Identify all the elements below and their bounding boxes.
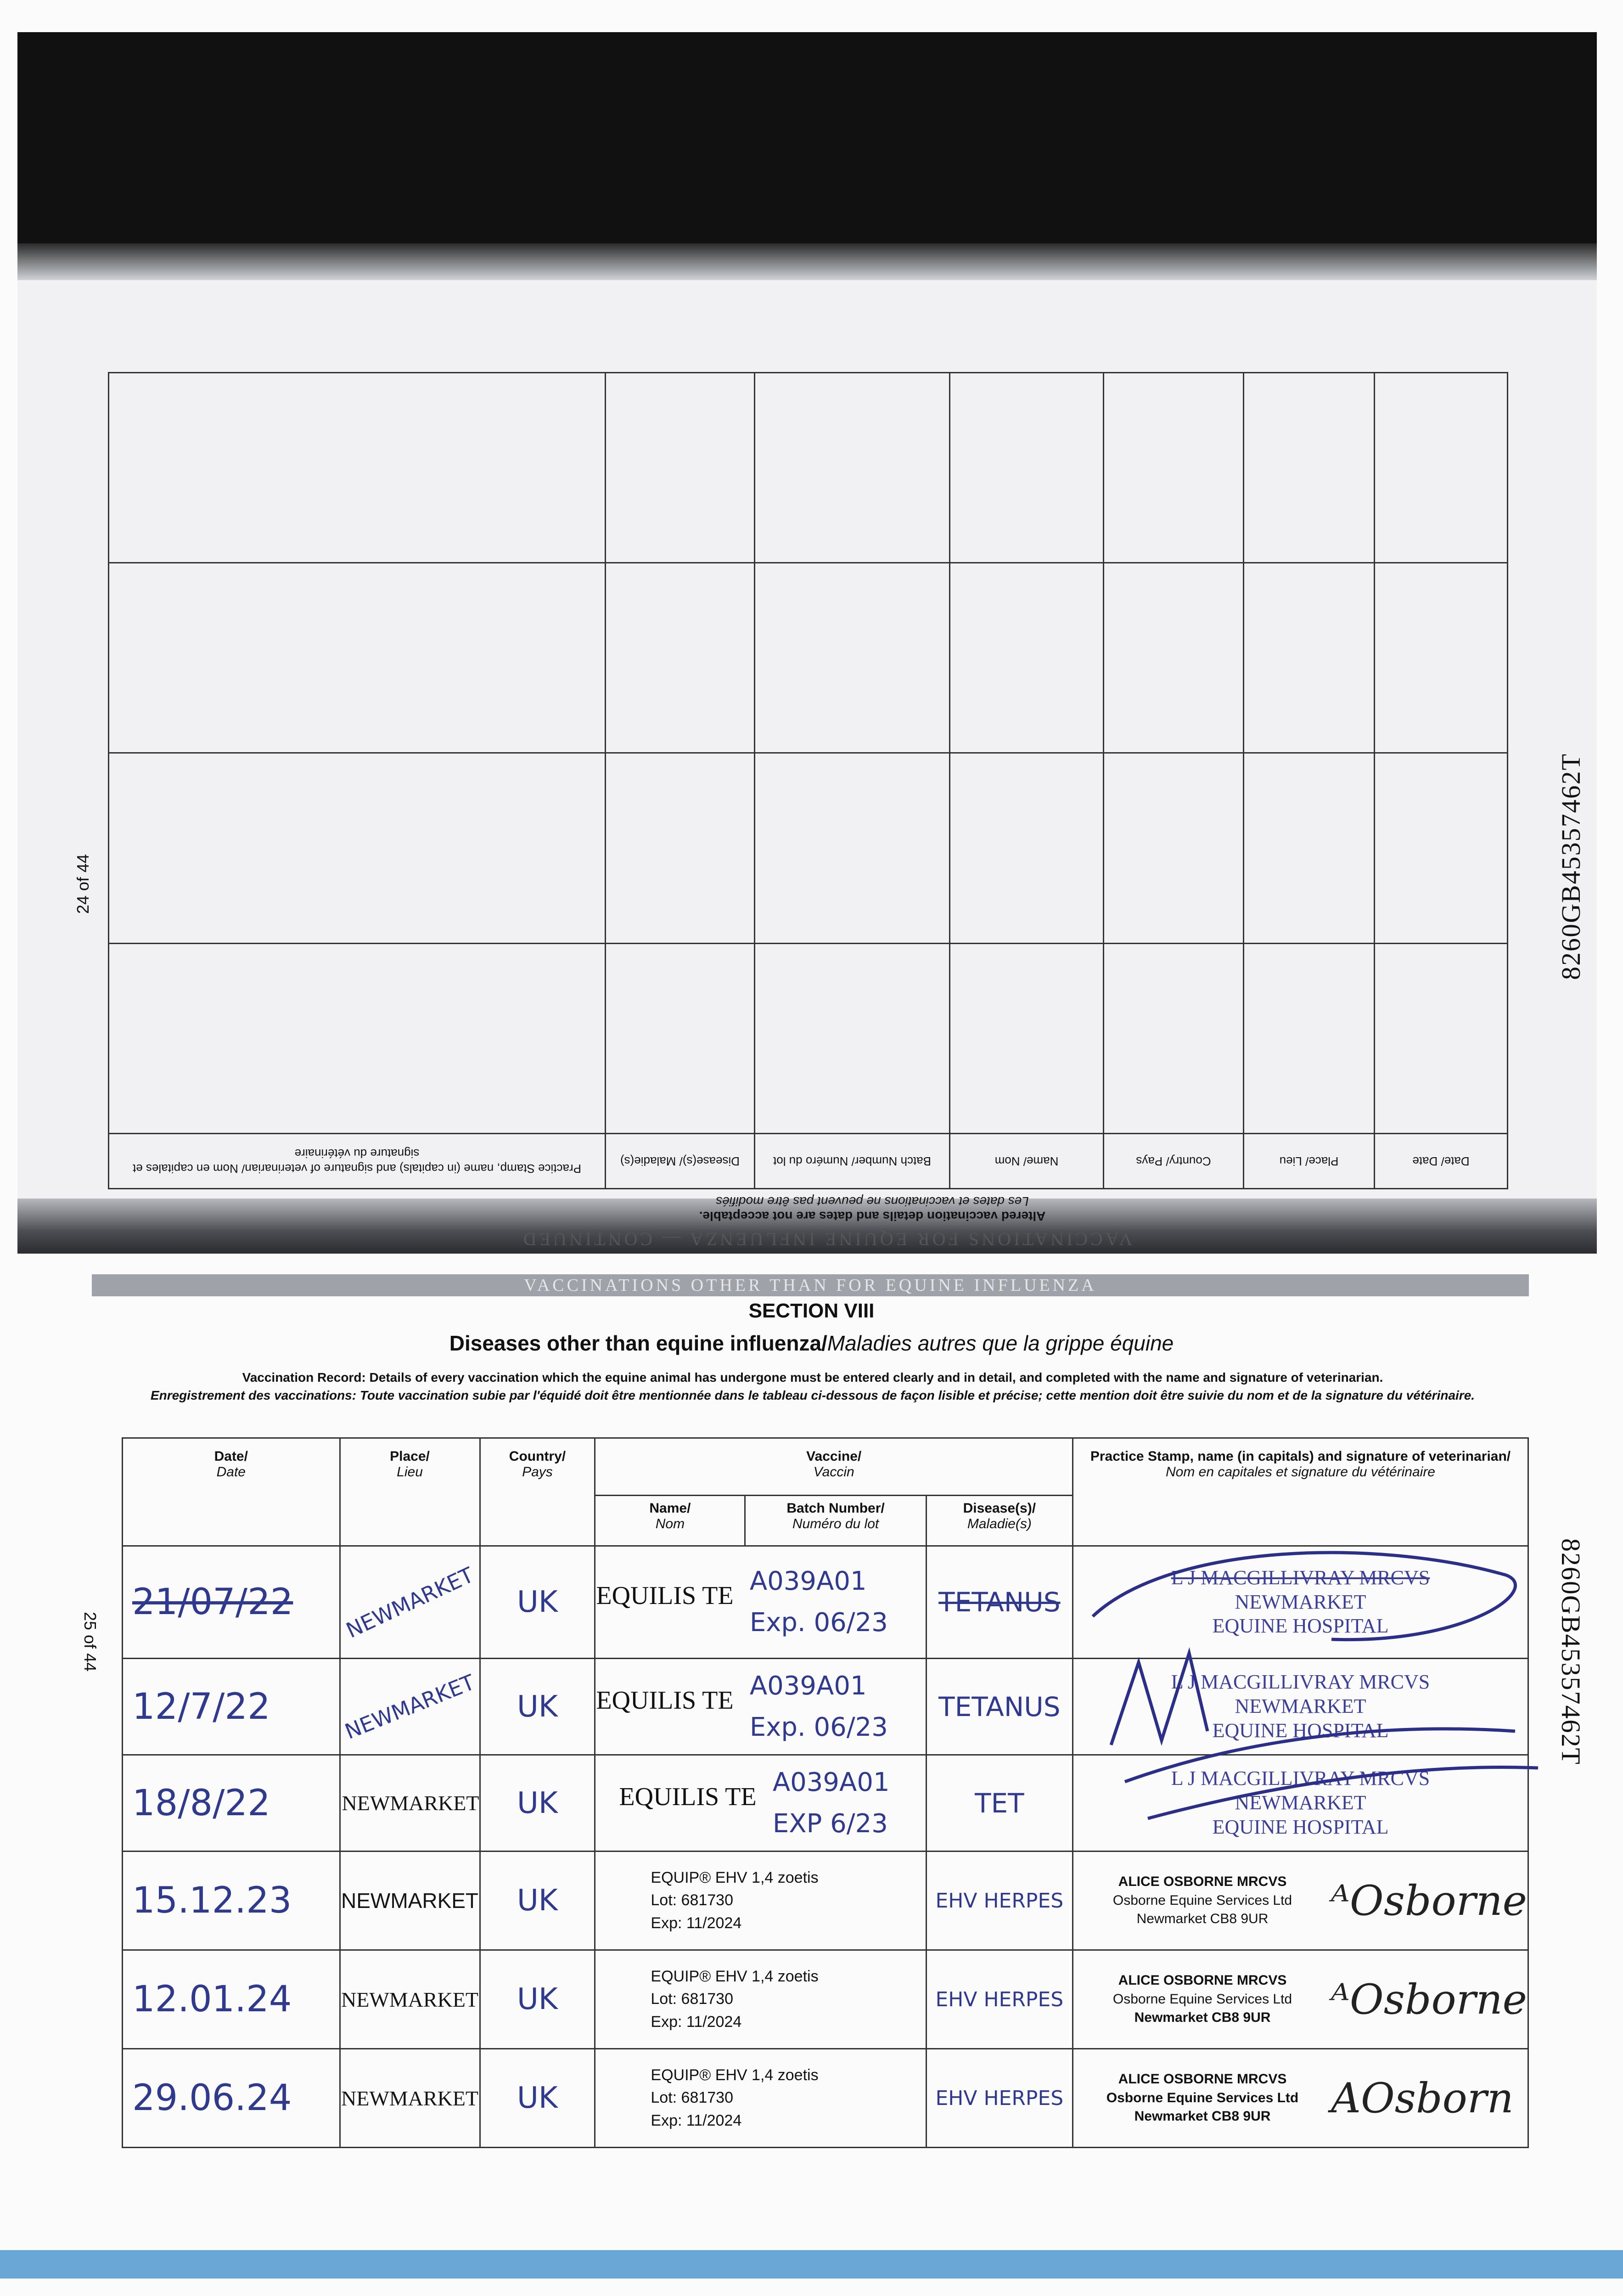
row4-date: 15.12.23 (123, 1851, 340, 1950)
upper-header-country: Country/ Pays (1104, 1134, 1244, 1189)
record-note (124, 1368, 1501, 1404)
row6-batch-number: Lot: 681730 (651, 2089, 734, 2107)
scan-edge-bar (0, 2250, 1623, 2279)
row6-vaccine-name: EQUIP® EHV 1,4 zoetis (651, 2066, 819, 2084)
row3-vaccine-name: EQUILIS TE (619, 1782, 757, 1811)
lower-running-title: VACCINATIONS OTHER THAN FOR EQUINE INFLUENZA (92, 1274, 1529, 1296)
row6-vaccine (595, 2049, 926, 2148)
row5-stamp-address: Newmarket CB8 9UR (1134, 2010, 1271, 2026)
vet-scribble-signature (1056, 1525, 1561, 1855)
row2-date: 12/7/22 (123, 1659, 340, 1755)
record-note-en: Vaccination Record: Details of every vaccination which the equine animal has undergone must be entered clearly and in detail, and completed with the name and signature of veterinarian. (242, 1370, 1383, 1384)
row3-date: 18/8/22 (123, 1755, 340, 1851)
section-subtitle (0, 1331, 1623, 1356)
row2-batch-number: A039A01 (749, 1671, 867, 1701)
table-row (123, 1950, 1528, 2049)
row6-stamp-address: Newmarket CB8 9UR (1134, 2109, 1271, 2124)
row2-country: UK (480, 1659, 595, 1755)
row5-vaccine-name: EQUIP® EHV 1,4 zoetis (651, 1968, 819, 1986)
row1-vaccine-name: EQUILIS TE (596, 1581, 734, 1610)
row4-stamp-practice: Osborne Equine Services Ltd (1112, 1892, 1292, 1908)
upper-header-name: Name/ Nom (950, 1134, 1104, 1189)
row5-date: 12.01.24 (123, 1950, 340, 2049)
page-number-upper: 24 of 44 (73, 854, 92, 914)
row4-place: NEWMARKET (340, 1851, 480, 1950)
row2-expiry: Exp. 06/23 (749, 1712, 888, 1742)
subtitle-en: Diseases other than equine influenza/ (449, 1331, 827, 1355)
upper-header-place: Place/ Lieu (1244, 1134, 1375, 1189)
doc-id-upper: 8260GB45357462T (1556, 753, 1586, 980)
row6-date: 29.06.24 (123, 2049, 340, 2148)
section-title: SECTION VIII (748, 1300, 875, 1322)
row6-stamp-vet: ALICE OSBORNE MRCVS (1118, 2071, 1287, 2087)
doc-id-lower: 8260GB45357462T (1556, 1538, 1586, 1765)
upper-running-title: VACCINATIONS FOR EQUINE INFLUENZA — CONTINUED (520, 1229, 1133, 1249)
row3-country: UK (480, 1755, 595, 1851)
header-disease: Disease(s)/ Maladie(s) (926, 1496, 1073, 1546)
row5-disease: EHV HERPES (926, 1950, 1073, 2049)
row6-disease: EHV HERPES (926, 2049, 1073, 2148)
row2-vaccine-name: EQUILIS TE (596, 1686, 734, 1715)
row4-expiry: Exp: 11/2024 (651, 1914, 742, 1932)
row5-signature: ᴬOsborne (1331, 1975, 1527, 2024)
row4-disease: EHV HERPES (926, 1851, 1073, 1950)
row3-place: NEWMARKET (340, 1755, 480, 1851)
upper-header-disease: Disease(s)/ Maladie(s) (606, 1134, 755, 1189)
row6-signature: AOsborn (1331, 2074, 1514, 2122)
row4-vaccine (595, 1851, 926, 1950)
row1-stamp-town: NEWMARKET (1235, 1590, 1366, 1613)
header-vaccine: Vaccine/ Vaccin (595, 1438, 1073, 1496)
row4-country: UK (480, 1851, 595, 1950)
upper-altered-note-en: Altered vaccination details and dates are not acceptable. (699, 1209, 1046, 1223)
row2-stamp-town: NEWMARKET (1235, 1695, 1366, 1718)
row2-vaccine (595, 1659, 926, 1755)
row2-batch (750, 1666, 888, 1748)
row3-batch-number: A039A01 (772, 1767, 890, 1797)
header-stamp: Practice Stamp, name (in capitals) and signature of veterinarian/ Nom en capitales et signature du vétérinaire (1073, 1438, 1528, 1546)
row3-stamp-town: NEWMARKET (1235, 1791, 1366, 1814)
header-date: Date/ Date (123, 1438, 340, 1546)
page-number-lower: 25 of 44 (81, 1612, 100, 1672)
row6-stamp (1073, 2049, 1528, 2148)
row1-disease: TETANUS (926, 1546, 1073, 1659)
row3-disease: TET (926, 1755, 1073, 1851)
row6-stamp-practice: Osborne Equine Services Ltd (1106, 2090, 1299, 2105)
row3-batch (773, 1762, 890, 1844)
row5-vaccine (595, 1950, 926, 2049)
row3-stamp-practice: EQUINE HOSPITAL (1212, 1815, 1389, 1838)
row2-place: NEWMARKET (327, 1636, 493, 1778)
row1-batch-number: A039A01 (749, 1566, 867, 1597)
row6-place: NEWMARKET (340, 2049, 480, 2148)
upper-altered-note (551, 1194, 1194, 1223)
row1-stamp-practice: EQUINE HOSPITAL (1212, 1615, 1389, 1638)
row4-stamp (1073, 1851, 1528, 1950)
row5-country: UK (480, 1950, 595, 2049)
upper-header-stamp: Practice Stamp, name (in capitals) and signature of veterinarian/ Nom en capitales et signature du vétérinaire (109, 1134, 606, 1189)
row4-stamp-address: Newmarket CB8 9UR (1136, 1911, 1269, 1927)
row2-stamp-practice: EQUINE HOSPITAL (1212, 1719, 1389, 1742)
header-country: Country/ Pays (480, 1438, 595, 1546)
row5-stamp-vet: ALICE OSBORNE MRCVS (1118, 1973, 1287, 1988)
upper-header-date: Date/ Date (1375, 1134, 1508, 1189)
row1-stamp-vet: L J MACGILLIVRAY MRCVS (1171, 1566, 1430, 1589)
table-row (123, 1851, 1528, 1950)
row5-batch-number: Lot: 681730 (651, 1990, 734, 2008)
row4-batch-number: Lot: 681730 (651, 1891, 734, 1909)
row1-date: 21/07/22 (123, 1546, 340, 1659)
row3-expiry: EXP 6/23 (772, 1808, 888, 1839)
row5-expiry: Exp: 11/2024 (651, 2013, 742, 2031)
row6-country: UK (480, 2049, 595, 2148)
row5-stamp-practice: Osborne Equine Services Ltd (1112, 1991, 1292, 2007)
header-batch: Batch Number/ Numéro du lot (745, 1496, 926, 1546)
row4-vaccine-name: EQUIP® EHV 1,4 zoetis (651, 1869, 819, 1887)
row1-batch (750, 1561, 888, 1643)
row1-country: UK (480, 1546, 595, 1659)
header-name: Name/ Nom (595, 1496, 745, 1546)
row1-expiry: Exp. 06/23 (749, 1608, 888, 1638)
row2-stamp-vet: L J MACGILLIVRAY MRCVS (1171, 1671, 1430, 1694)
record-note-fr: Enregistrement des vaccinations: Toute vaccination subie par l'équidé doit être mentionnée dans le tableau ci-dessous de façon lisible et précise; cette mention doit être suivie du nom et de la signature du vétérinaire. (150, 1388, 1475, 1403)
header-place: Place/ Lieu (340, 1438, 480, 1546)
upper-vaccination-table (108, 372, 1508, 1189)
upper-altered-note-fr: Les dates et vaccinations ne peuvent pas être modifiés (716, 1194, 1029, 1209)
row2-disease: TETANUS (926, 1659, 1073, 1755)
row4-stamp-vet: ALICE OSBORNE MRCVS (1118, 1874, 1287, 1890)
table-row (123, 2049, 1528, 2148)
row3-stamp-vet: L J MACGILLIVRAY MRCVS (1171, 1767, 1430, 1790)
scan-shadow-band (17, 32, 1597, 243)
row6-expiry: Exp: 11/2024 (651, 2111, 742, 2129)
row3-vaccine (595, 1755, 926, 1851)
row4-signature: ᴬOsborne (1331, 1876, 1527, 1925)
upper-header-batch: Batch Number/ Numéro du lot (755, 1134, 950, 1189)
row5-stamp (1073, 1950, 1528, 2049)
row1-vaccine (595, 1546, 926, 1659)
upper-page-grid (108, 372, 1508, 1189)
row1-place: NEWMARKET (323, 1522, 497, 1683)
subtitle-fr: Maladies autres que la grippe équine (827, 1331, 1174, 1355)
row5-place: NEWMARKET (340, 1950, 480, 2049)
